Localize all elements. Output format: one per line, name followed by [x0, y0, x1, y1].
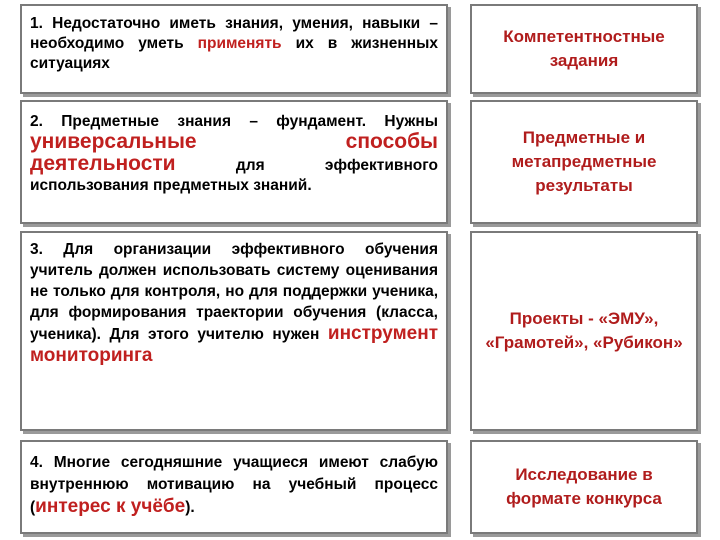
statement-2-highlight: универсальные способы деятельности — [30, 130, 438, 175]
statement-2-text-end: для эффективного использования предметных знаний. — [30, 157, 438, 194]
result-box-4 — [470, 440, 698, 534]
statement-4-text-end: ). — [185, 499, 195, 516]
statement-3-text: 3. Для организации эффективного обучения учитель должен использовать систему оценивания не только для контроля, но для поддержки ученика, для формирования траектории обучения (класса, ученика). Для этого учителю нужен — [30, 241, 438, 343]
statement-1-text: 1. Недостаточно иметь знания, умения, навыки – необходимо уметь — [30, 15, 438, 52]
result-4-label: Исследование в формате конкурса — [506, 465, 662, 508]
statement-1-highlight: применять — [197, 35, 282, 52]
statement-box-4 — [20, 440, 448, 534]
statement-4-highlight: интерес к учёбе — [35, 496, 186, 517]
statement-1-text-end: их в жизненных ситуациях — [30, 35, 438, 72]
statement-box-1 — [20, 4, 448, 94]
result-3-label: Проекты - «ЭМУ», «Грамотей», «Рубикон» — [485, 309, 683, 352]
statement-2-text: 2. Предметные знания – фундамент. Нужны — [30, 113, 438, 130]
result-box-2 — [470, 100, 698, 224]
result-1-label: Компетентностные задания — [503, 27, 665, 70]
statement-box-2 — [20, 100, 448, 224]
result-box-3 — [470, 231, 698, 431]
result-2-label: Предметные и метапредметные результаты — [511, 128, 657, 195]
statement-3-highlight: инструмент мониторинга — [30, 323, 438, 366]
statement-box-3 — [20, 231, 448, 431]
result-box-1 — [470, 4, 698, 94]
statement-4-text: 4. Многие сегодняшние учащиеся имеют слабую внутреннюю мотивацию на учебный процесс ( — [30, 454, 438, 516]
